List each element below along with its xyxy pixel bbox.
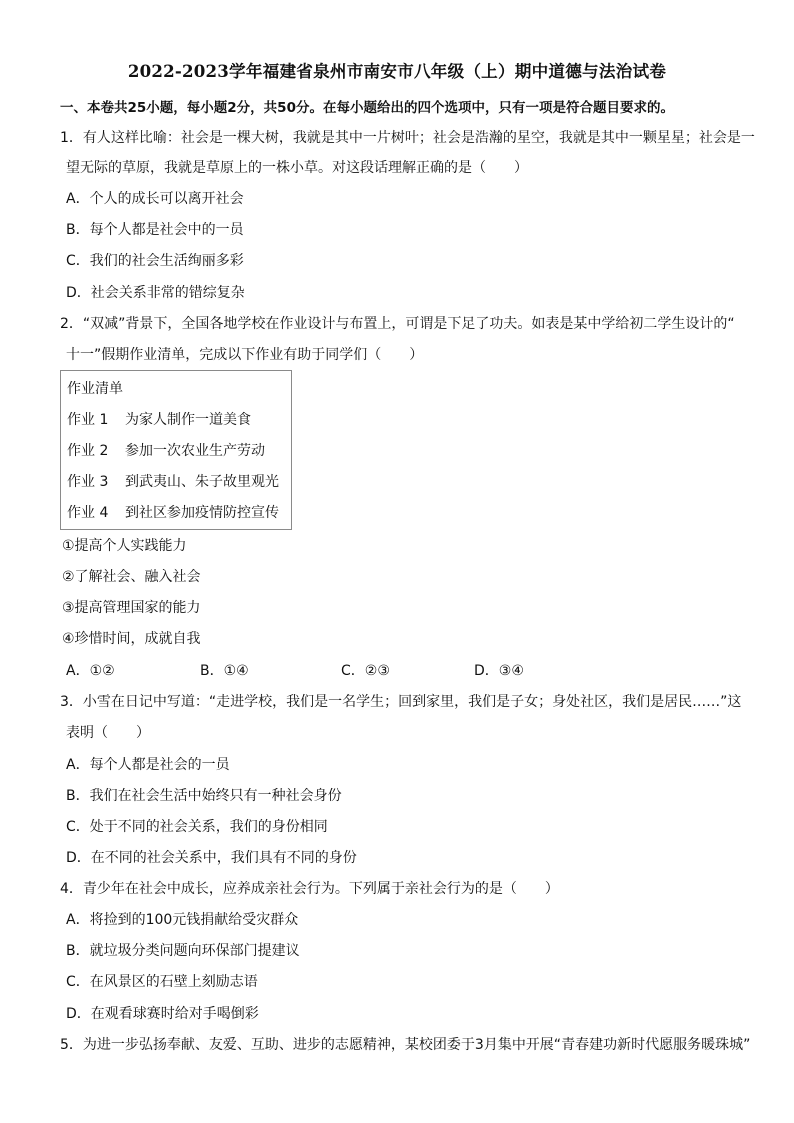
q2-option-b: B．①④ <box>200 663 249 679</box>
q2-statement-2: ②了解社会、融入社会 <box>62 569 201 585</box>
q5-stem-line1: 5．为进一步弘扬奉献、友爱、互助、进步的志愿精神，某校团委于3月集中开展“青春建功新时代愿服务暖珠城” <box>60 1037 751 1053</box>
q4-option-b: B．就垃圾分类问题向环保部门提建议 <box>66 943 300 959</box>
homework-row-text: 到社区参加疫情防控宣传 <box>125 505 279 521</box>
q2-stem-line1: 2．“双减”背景下，全国各地学校在作业设计与布置上，可谓是下足了功夫。如表是某中学给初二学生设计的“ <box>60 316 735 332</box>
q1-stem-line2: 望无际的草原，我就是草原上的一株小草。对这段话理解正确的是（ ） <box>66 160 528 176</box>
homework-row <box>67 503 279 523</box>
q2-option-d: D．③④ <box>474 663 524 679</box>
q1-option-b: B．每个人都是社会中的一员 <box>66 222 244 238</box>
q3-option-d: D．在不同的社会关系中，我们具有不同的身份 <box>66 850 357 866</box>
q3-stem-line2: 表明（ ） <box>66 725 150 741</box>
section-heading: 一、本卷共25小题，每小题2分，共50分。在每小题给出的四个选项中，只有一项是符合题目要求的。 <box>60 100 674 116</box>
homework-row-label: 作业 4 <box>67 505 109 521</box>
q1-stem-line1: 1．有人这样比喻：社会是一棵大树，我就是其中一片树叶；社会是浩瀚的星空，我就是其中一颗星星；社会是一 <box>60 130 755 146</box>
q3-option-a: A．每个人都是社会的一员 <box>66 757 230 773</box>
q4-option-d: D．在观看球赛时给对手喝倒彩 <box>66 1006 259 1022</box>
homework-row-text: 到武夷山、朱子故里观光 <box>125 474 279 490</box>
homework-table-header: 作业清单 <box>67 381 123 397</box>
homework-row-label: 作业 1 <box>67 412 109 428</box>
q1-option-d: D．社会关系非常的错综复杂 <box>66 285 245 301</box>
q2-statement-3: ③提高管理国家的能力 <box>62 600 201 616</box>
q3-option-c: C．处于不同的社会关系，我们的身份相同 <box>66 819 328 835</box>
homework-row-text: 为家人制作一道美食 <box>125 412 251 428</box>
q2-statement-1: ①提高个人实践能力 <box>62 538 187 554</box>
q3-option-b: B．我们在社会生活中始终只有一种社会身份 <box>66 788 342 804</box>
q4-option-c: C．在风景区的石壁上刻励志语 <box>66 974 258 990</box>
q4-stem-line1: 4．青少年在社会中成长，应养成亲社会行为。下列属于亲社会行为的是（ ） <box>60 881 559 897</box>
homework-row <box>67 472 279 492</box>
q4-option-a: A．将捡到的100元钱捐献给受灾群众 <box>66 912 299 928</box>
homework-row-text: 参加一次农业生产劳动 <box>125 443 265 459</box>
homework-table <box>60 370 292 530</box>
homework-row-label: 作业 3 <box>67 474 109 490</box>
q2-option-a: A．①② <box>66 663 115 679</box>
exam-title: 2022-2023学年福建省泉州市南安市八年级（上）期中道德与法治试卷 <box>127 61 667 81</box>
homework-row <box>67 410 251 430</box>
homework-row <box>67 441 265 461</box>
q2-statement-4: ④珍惜时间，成就自我 <box>62 631 201 647</box>
q2-stem-line2: 十一”假期作业清单，完成以下作业有助于同学们（ ） <box>66 347 424 363</box>
q3-stem-line1: 3．小雪在日记中写道：“走进学校，我们是一名学生；回到家里，我们是子女；身处社区，我们是居民……”这 <box>60 694 742 710</box>
q1-option-c: C．我们的社会生活绚丽多彩 <box>66 253 244 269</box>
homework-row-label: 作业 2 <box>67 443 109 459</box>
q2-option-c: C．②③ <box>341 663 390 679</box>
q1-option-a: A．个人的成长可以离开社会 <box>66 191 244 207</box>
